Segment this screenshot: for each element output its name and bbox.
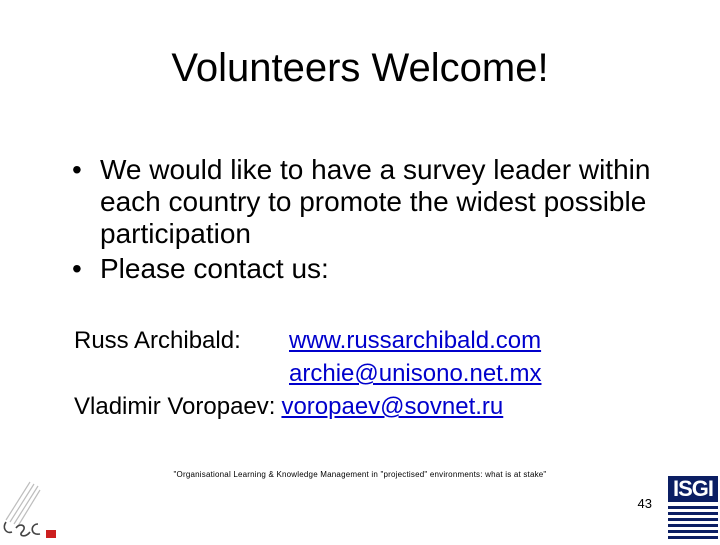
isgi-logo-text: ISGI <box>668 476 718 502</box>
bullet-item: • We would like to have a survey leader within each country to promote the widest possible participation <box>74 154 704 250</box>
slide-title: Volunteers Welcome! <box>171 46 549 90</box>
esc-lille-logo-icon <box>0 476 62 540</box>
footer-caption: "Organisational Learning & Knowledge Management in "projectised" environments: what is at stake" <box>173 470 547 479</box>
email-link-russ[interactable]: archie@unisono.net.mx <box>289 360 542 387</box>
logo-band <box>668 506 718 509</box>
contact-row-russ-email <box>74 357 674 390</box>
logo-band <box>668 512 718 515</box>
contact-block <box>74 324 674 423</box>
website-link-russ[interactable]: www.russarchibald.com <box>289 327 542 354</box>
contact-name-vladimir: Vladimir Voropaev: <box>74 393 276 420</box>
bullet-item: • Please contact us: <box>74 253 704 285</box>
logo-band <box>668 536 718 539</box>
contact-row-russ <box>74 324 674 357</box>
logo-band <box>668 524 718 527</box>
logo-band <box>668 518 718 521</box>
isgi-logo-icon <box>666 476 720 540</box>
email-link-vladimir[interactable]: voropaev@sovnet.ru <box>281 393 504 420</box>
contact-name-russ: Russ Archibald: <box>74 327 241 354</box>
bullet-list <box>74 154 704 288</box>
logo-band <box>668 530 718 533</box>
contact-row-vladimir <box>74 390 674 423</box>
page-number: 43 <box>637 496 652 511</box>
